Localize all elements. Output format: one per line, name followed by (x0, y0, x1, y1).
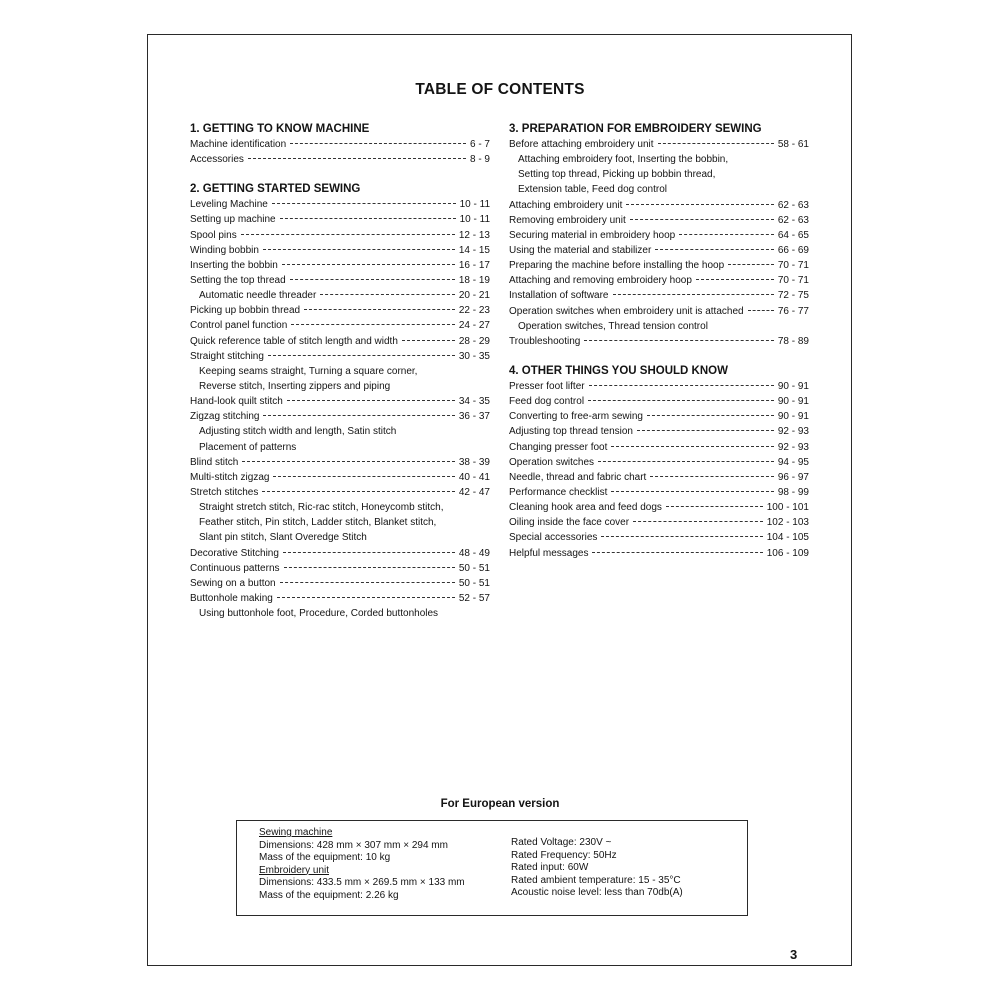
page-number: 3 (790, 947, 798, 962)
toc-entry (509, 273, 809, 288)
toc-section (509, 363, 809, 561)
toc-entry (190, 318, 490, 333)
toc-entry (190, 394, 490, 409)
toc-entry (190, 455, 490, 470)
toc-entry-title: Leveling Machine (190, 199, 268, 211)
toc-entry-title: Using the material and stabilizer (509, 244, 652, 256)
toc-entry (190, 137, 490, 152)
page-title: TABLE OF CONTENTS (415, 81, 585, 98)
toc-entry-title: Attaching embroidery unit (509, 199, 623, 211)
specifications-left (259, 827, 465, 903)
dot-leader (291, 324, 455, 325)
toc-entry-title: Attaching and removing embroidery hoop (509, 275, 692, 287)
toc-entry-pages: 48 - 49 (458, 547, 490, 559)
toc-entry (190, 485, 490, 500)
toc-entry-title: Buttonhole making (190, 592, 273, 604)
toc-entry-pages: 12 - 13 (458, 229, 490, 241)
toc-entry-title: Preparing the machine before installing the hoop (509, 260, 725, 272)
toc-entry (509, 440, 809, 455)
dot-leader (728, 264, 774, 265)
toc-entry-pages: 78 - 89 (777, 335, 809, 347)
dot-leader (650, 476, 774, 477)
toc-entry-pages: 18 - 19 (458, 274, 490, 286)
toc-entry (509, 515, 809, 530)
toc-entry-pages: 16 - 17 (458, 259, 490, 271)
sewing-machine-mass: Mass of the equipment: 10 kg (259, 852, 391, 864)
toc-entry-pages: 76 - 77 (777, 305, 809, 317)
dot-leader (283, 552, 455, 553)
toc-entry-pages: 72 - 75 (777, 290, 809, 302)
toc-entry-title: Hand-look quilt stitch (190, 396, 283, 408)
rated-input: Rated input: 60W (511, 862, 589, 874)
toc-section (190, 121, 490, 167)
toc-subtopics: Placement of patterns (199, 441, 297, 453)
toc-entry-title: Securing material in embroidery hoop (509, 229, 676, 241)
toc-entry (509, 288, 809, 303)
dot-leader (655, 249, 774, 250)
dot-leader (588, 400, 774, 401)
toc-entry-title: Inserting the bobbin (190, 259, 278, 271)
dot-leader (637, 430, 774, 431)
dot-leader (242, 461, 455, 462)
toc-entry-title: Quick reference table of stitch length and width (190, 335, 398, 347)
embroidery-unit-mass: Mass of the equipment: 2.26 kg (259, 889, 399, 901)
sewing-machine-dimensions: Dimensions: 428 mm × 307 mm × 294 mm (259, 839, 448, 851)
rated-ambient-temperature: Rated ambient temperature: 15 - 35°C (511, 874, 681, 886)
toc-entry-title: Decorative Stitching (190, 547, 279, 559)
toc-entry (190, 561, 490, 576)
toc-entry (509, 379, 809, 394)
dot-leader (262, 491, 455, 492)
toc-entry-pages: 90 - 91 (777, 396, 809, 408)
toc-entry-pages: 98 - 99 (777, 486, 809, 498)
toc-entry-pages: 70 - 71 (777, 260, 809, 272)
toc-entry (509, 243, 809, 258)
toc-entry-title: Stretch stitches (190, 486, 259, 498)
toc-entry (509, 485, 809, 500)
toc-entry (190, 591, 490, 606)
sewing-machine-label: Sewing machine (259, 827, 333, 838)
toc-entry (190, 243, 490, 258)
toc-entry-pages: 94 - 95 (777, 456, 809, 468)
toc-entry-pages: 106 - 109 (766, 547, 809, 559)
dot-leader (626, 204, 773, 205)
dot-leader (658, 143, 774, 144)
toc-entry-title: Multi-stitch zigzag (190, 471, 270, 483)
toc-entry-pages: 100 - 101 (766, 502, 809, 514)
toc-entry-pages: 10 - 11 (459, 199, 490, 211)
toc-subtopics: Operation switches, Thread tension control (518, 320, 708, 332)
toc-entry-title: Cleaning hook area and feed dogs (509, 502, 662, 514)
toc-entry-pages: 96 - 97 (777, 471, 809, 483)
dot-leader (290, 279, 455, 280)
dot-leader (320, 294, 455, 295)
toc-entry-pages: 30 - 35 (458, 350, 490, 362)
toc-entry-title: Spool pins (190, 229, 237, 241)
toc-entry (190, 197, 490, 212)
toc-entry (190, 212, 490, 227)
toc-entry-title: Operation switches (509, 456, 595, 468)
toc-entry (190, 546, 490, 561)
toc-entry-title: Blind stitch (190, 456, 239, 468)
section-heading: 4. OTHER THINGS YOU SHOULD KNOW (509, 364, 728, 377)
toc-entry-pages: 70 - 71 (777, 275, 809, 287)
dot-leader (633, 521, 763, 522)
toc-entry (509, 258, 809, 273)
toc-entry-title: Special accessories (509, 532, 598, 544)
toc-entry (509, 228, 809, 243)
rated-voltage: Rated Voltage: 230V ~ (511, 837, 612, 848)
toc-entry (509, 213, 809, 228)
section-heading: 3. PREPARATION FOR EMBROIDERY SEWING (509, 123, 762, 135)
toc-entry-title: Machine identification (190, 139, 287, 150)
toc-entry-title: Feed dog control (509, 396, 585, 408)
dot-leader (290, 143, 466, 144)
toc-subtopics: Straight stretch stitch, Ric-rac stitch, Honeycomb stitch, (199, 502, 444, 514)
dot-leader (584, 340, 774, 341)
dot-leader (592, 552, 762, 553)
toc-entry-title: Straight stitching (190, 350, 264, 362)
toc-entry (190, 409, 490, 424)
toc-subtopics: Setting top thread, Picking up bobbin thread, (518, 169, 716, 181)
dot-leader (666, 506, 763, 507)
dot-leader (304, 309, 455, 310)
dot-leader (273, 476, 454, 477)
dot-leader (630, 219, 774, 220)
toc-entry (190, 303, 490, 318)
dot-leader (241, 234, 455, 235)
toc-entry-pages: 62 - 63 (777, 199, 809, 211)
dot-leader (282, 264, 455, 265)
toc-entry-pages: 102 - 103 (766, 517, 809, 529)
dot-leader (601, 536, 762, 537)
toc-entry-title: Picking up bobbin thread (190, 305, 301, 317)
dot-leader (748, 310, 774, 311)
toc-entry-pages: 104 - 105 (766, 532, 809, 544)
dot-leader (263, 415, 454, 416)
toc-entry-pages: 58 - 61 (777, 139, 809, 150)
toc-section (190, 181, 490, 621)
toc-subtopics: Reverse stitch, Inserting zippers and piping (199, 380, 391, 392)
toc-entry-pages: 42 - 47 (458, 486, 490, 498)
dot-leader (589, 385, 774, 386)
toc-entry (190, 576, 490, 591)
toc-entry (190, 288, 490, 303)
toc-entry-pages: 36 - 37 (458, 411, 490, 423)
toc-entry-title: Performance checklist (509, 486, 608, 498)
toc-entry-title: Changing presser foot (509, 441, 608, 453)
toc-entry-title: Removing embroidery unit (509, 214, 626, 226)
toc-entry-title: Needle, thread and fabric chart (509, 471, 647, 483)
toc-entry-title: Sewing on a button (190, 577, 276, 589)
toc-right-column (509, 121, 809, 561)
toc-entry (509, 500, 809, 515)
toc-entry-pages: 20 - 21 (458, 290, 490, 302)
toc-entry-pages: 8 - 9 (469, 154, 490, 166)
toc-entry-title: Setting the top thread (190, 274, 286, 286)
toc-entry-title: Installation of software (509, 290, 609, 302)
dot-leader (284, 567, 455, 568)
toc-entry (509, 198, 809, 213)
toc-entry-pages: 22 - 23 (458, 305, 490, 317)
toc-entry-title: Troubleshooting (509, 335, 581, 347)
embroidery-unit-label: Embroidery unit (259, 864, 330, 876)
toc-subtopics: Feather stitch, Pin stitch, Ladder stitch, Blanket stitch, (199, 517, 437, 529)
section-heading: 2. GETTING STARTED SEWING (190, 183, 361, 196)
toc-entry-pages: 28 - 29 (458, 335, 490, 347)
toc-entry-pages: 40 - 41 (458, 471, 490, 483)
dot-leader (598, 461, 774, 462)
toc-entry (190, 334, 490, 349)
toc-entry-pages: 38 - 39 (458, 456, 490, 468)
toc-entry (509, 334, 809, 349)
dot-leader (287, 400, 455, 401)
dot-leader (280, 582, 455, 583)
toc-entry-pages: 92 - 93 (777, 441, 809, 453)
toc-entry-pages: 50 - 51 (458, 562, 490, 574)
toc-entry (509, 394, 809, 409)
dot-leader (248, 158, 466, 159)
toc-entry-pages: 66 - 69 (777, 244, 809, 256)
toc-entry-title: Converting to free-arm sewing (509, 411, 643, 423)
rated-frequency: Rated Frequency: 50Hz (511, 849, 617, 861)
toc-entry-pages: 92 - 93 (777, 426, 809, 438)
toc-entry (190, 273, 490, 288)
toc-subtopics: Adjusting stitch width and length, Satin stitch (199, 426, 397, 438)
toc-subtopics: Keeping seams straight, Turning a square corner, (199, 365, 418, 377)
dot-leader (611, 446, 773, 447)
toc-entry-pages: 10 - 11 (459, 214, 490, 226)
toc-entry-title: Helpful messages (509, 547, 589, 559)
toc-subtopics: Extension table, Feed dog control (518, 184, 667, 196)
toc-entry-title: Winding bobbin (190, 244, 259, 256)
dot-leader (611, 491, 773, 492)
toc-entry-title: Operation switches when embroidery unit is attached (509, 305, 744, 317)
toc-entry (190, 152, 490, 167)
toc-entry (509, 546, 809, 561)
toc-entry-pages: 6 - 7 (469, 139, 490, 150)
toc-subtopics: Slant pin stitch, Slant Overedge Stitch (199, 532, 367, 544)
toc-entry-pages: 14 - 15 (458, 244, 490, 256)
dot-leader (679, 234, 774, 235)
toc-entry-title: Presser foot lifter (509, 380, 585, 392)
toc-entry (190, 258, 490, 273)
dot-leader (272, 203, 456, 204)
dot-leader (268, 355, 455, 356)
toc-entry-title: Setting up machine (190, 214, 276, 226)
toc-entry (190, 228, 490, 243)
dot-leader (263, 249, 455, 250)
toc-entry-pages: 50 - 51 (458, 577, 490, 589)
toc-entry (509, 470, 809, 485)
toc-entry-pages: 90 - 91 (777, 380, 809, 392)
specifications-box (236, 820, 748, 916)
embroidery-unit-dimensions: Dimensions: 433.5 mm × 269.5 mm × 133 mm (259, 877, 465, 889)
toc-entry-title: Before attaching embroidery unit (509, 139, 654, 150)
toc-entry (509, 455, 809, 470)
toc-entry-pages: 64 - 65 (777, 229, 809, 241)
specifications-right (511, 837, 683, 900)
toc-entry-title: Continuous patterns (190, 562, 280, 574)
toc-entry (509, 409, 809, 424)
toc-entry-title: Accessories (190, 154, 244, 166)
toc-entry-pages: 24 - 27 (458, 320, 490, 332)
toc-entry-pages: 34 - 35 (458, 396, 490, 408)
toc-entry-title: Control panel function (190, 320, 288, 332)
dot-leader (696, 279, 774, 280)
toc-entry-pages: 52 - 57 (458, 592, 490, 604)
toc-entry (509, 304, 809, 319)
toc-subtopics: Attaching embroidery foot, Inserting the bobbin, (518, 154, 729, 166)
dot-leader (402, 340, 455, 341)
toc-entry (509, 137, 809, 152)
toc-entry (190, 470, 490, 485)
dot-leader (277, 597, 455, 598)
section-heading: 1. GETTING TO KNOW MACHINE (190, 123, 370, 135)
dot-leader (613, 294, 774, 295)
european-version-title: For European version (440, 798, 560, 810)
toc-entry-title: Oiling inside the face cover (509, 517, 630, 529)
toc-left-column (190, 121, 490, 621)
dot-leader (280, 218, 456, 219)
toc-entry-title: Automatic needle threader (199, 290, 317, 302)
toc-subtopics: Using buttonhole foot, Procedure, Corded buttonholes (199, 608, 439, 620)
toc-entry-pages: 62 - 63 (777, 214, 809, 226)
toc-entry (509, 424, 809, 439)
toc-entry-pages: 90 - 91 (777, 411, 809, 423)
toc-entry (190, 349, 490, 364)
toc-entry-title: Zigzag stitching (190, 411, 260, 423)
toc-entry (509, 530, 809, 545)
toc-entry-title: Adjusting top thread tension (509, 426, 633, 438)
acoustic-noise-level: Acoustic noise level: less than 70db(A) (511, 887, 683, 899)
dot-leader (647, 415, 774, 416)
toc-section (509, 121, 809, 349)
